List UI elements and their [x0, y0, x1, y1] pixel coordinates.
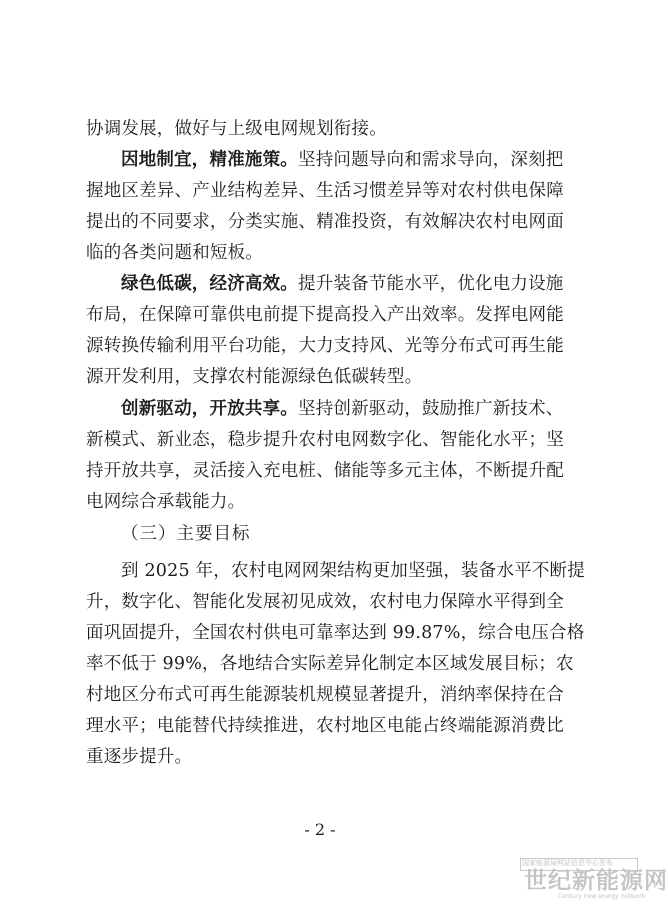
text-line: 新模式、新业态，稳步提升农村电网数字化、智能化水平；坚 [86, 430, 564, 450]
page-number: - 2 - [304, 820, 336, 839]
text-line: 临的各类问题和短板。 [86, 243, 263, 263]
watermark-logo: 世纪新能源网 [524, 868, 668, 894]
text-line: 创新驱动，开放共享。坚持创新驱动，鼓励推广新技术、 [121, 399, 564, 419]
text-line: 源开发利用，支撑农村能源绿色低碳转型。 [86, 367, 423, 387]
principle-heading: 因地制宜，精准施策。 [121, 150, 298, 170]
text-line: 握地区差异、产业结构差异、生活习惯差异等对农村供电保障 [86, 181, 564, 201]
text-line: 协调发展，做好与上级电网规划衔接。 [86, 119, 387, 139]
text-line: 率不低于 99%，各地结合实际差异化制定本区域发展目标；农 [86, 654, 574, 674]
text-line: 升，数字化、智能化发展初见成效，农村电力保障水平得到全 [86, 592, 564, 612]
section-heading: （三）主要目标 [121, 524, 251, 544]
text-line: 因地制宜，精准施策。坚持问题导向和需求导向，深刻把 [121, 150, 564, 170]
text-line: 电网综合承载能力。 [86, 492, 246, 512]
text-line: 面巩固提升，全国农村供电可靠率达到 99.87%，综合电压合格 [86, 623, 585, 643]
text-line: 理水平；电能替代持续推进，农村地区电能占终端能源消费比 [86, 716, 564, 736]
text-line: 布局，在保障可靠供电前提下提高投入产出效率。发挥电网能 [86, 305, 564, 325]
text-line: 绿色低碳，经济高效。提升装备节能水平，优化电力设施 [121, 274, 564, 294]
text-line: 村地区分布式可再生能源装机规模显著提升，消纳率保持在合 [86, 685, 564, 705]
principle-heading: 绿色低碳，经济高效。 [121, 274, 298, 294]
text-line: 到 2025 年，农村电网网架结构更加坚强，装备水平不断提 [121, 561, 585, 581]
text-line: 提出的不同要求，分类实施、精准投资，有效解决农村电网面 [86, 212, 564, 232]
text-line: 重逐步提升。 [86, 747, 193, 767]
watermark-english: Century new energy network [558, 893, 646, 900]
watermark-caption: 国家能源局网站信息中心发布 [522, 859, 613, 867]
principle-heading: 创新驱动，开放共享。 [121, 399, 298, 419]
text-line: 持开放共享，灵活接入充电桩、储能等多元主体，不断提升配 [86, 461, 564, 481]
text-line: 源转换传输利用平台功能，大力支持风、光等分布式可再生能 [86, 336, 564, 356]
